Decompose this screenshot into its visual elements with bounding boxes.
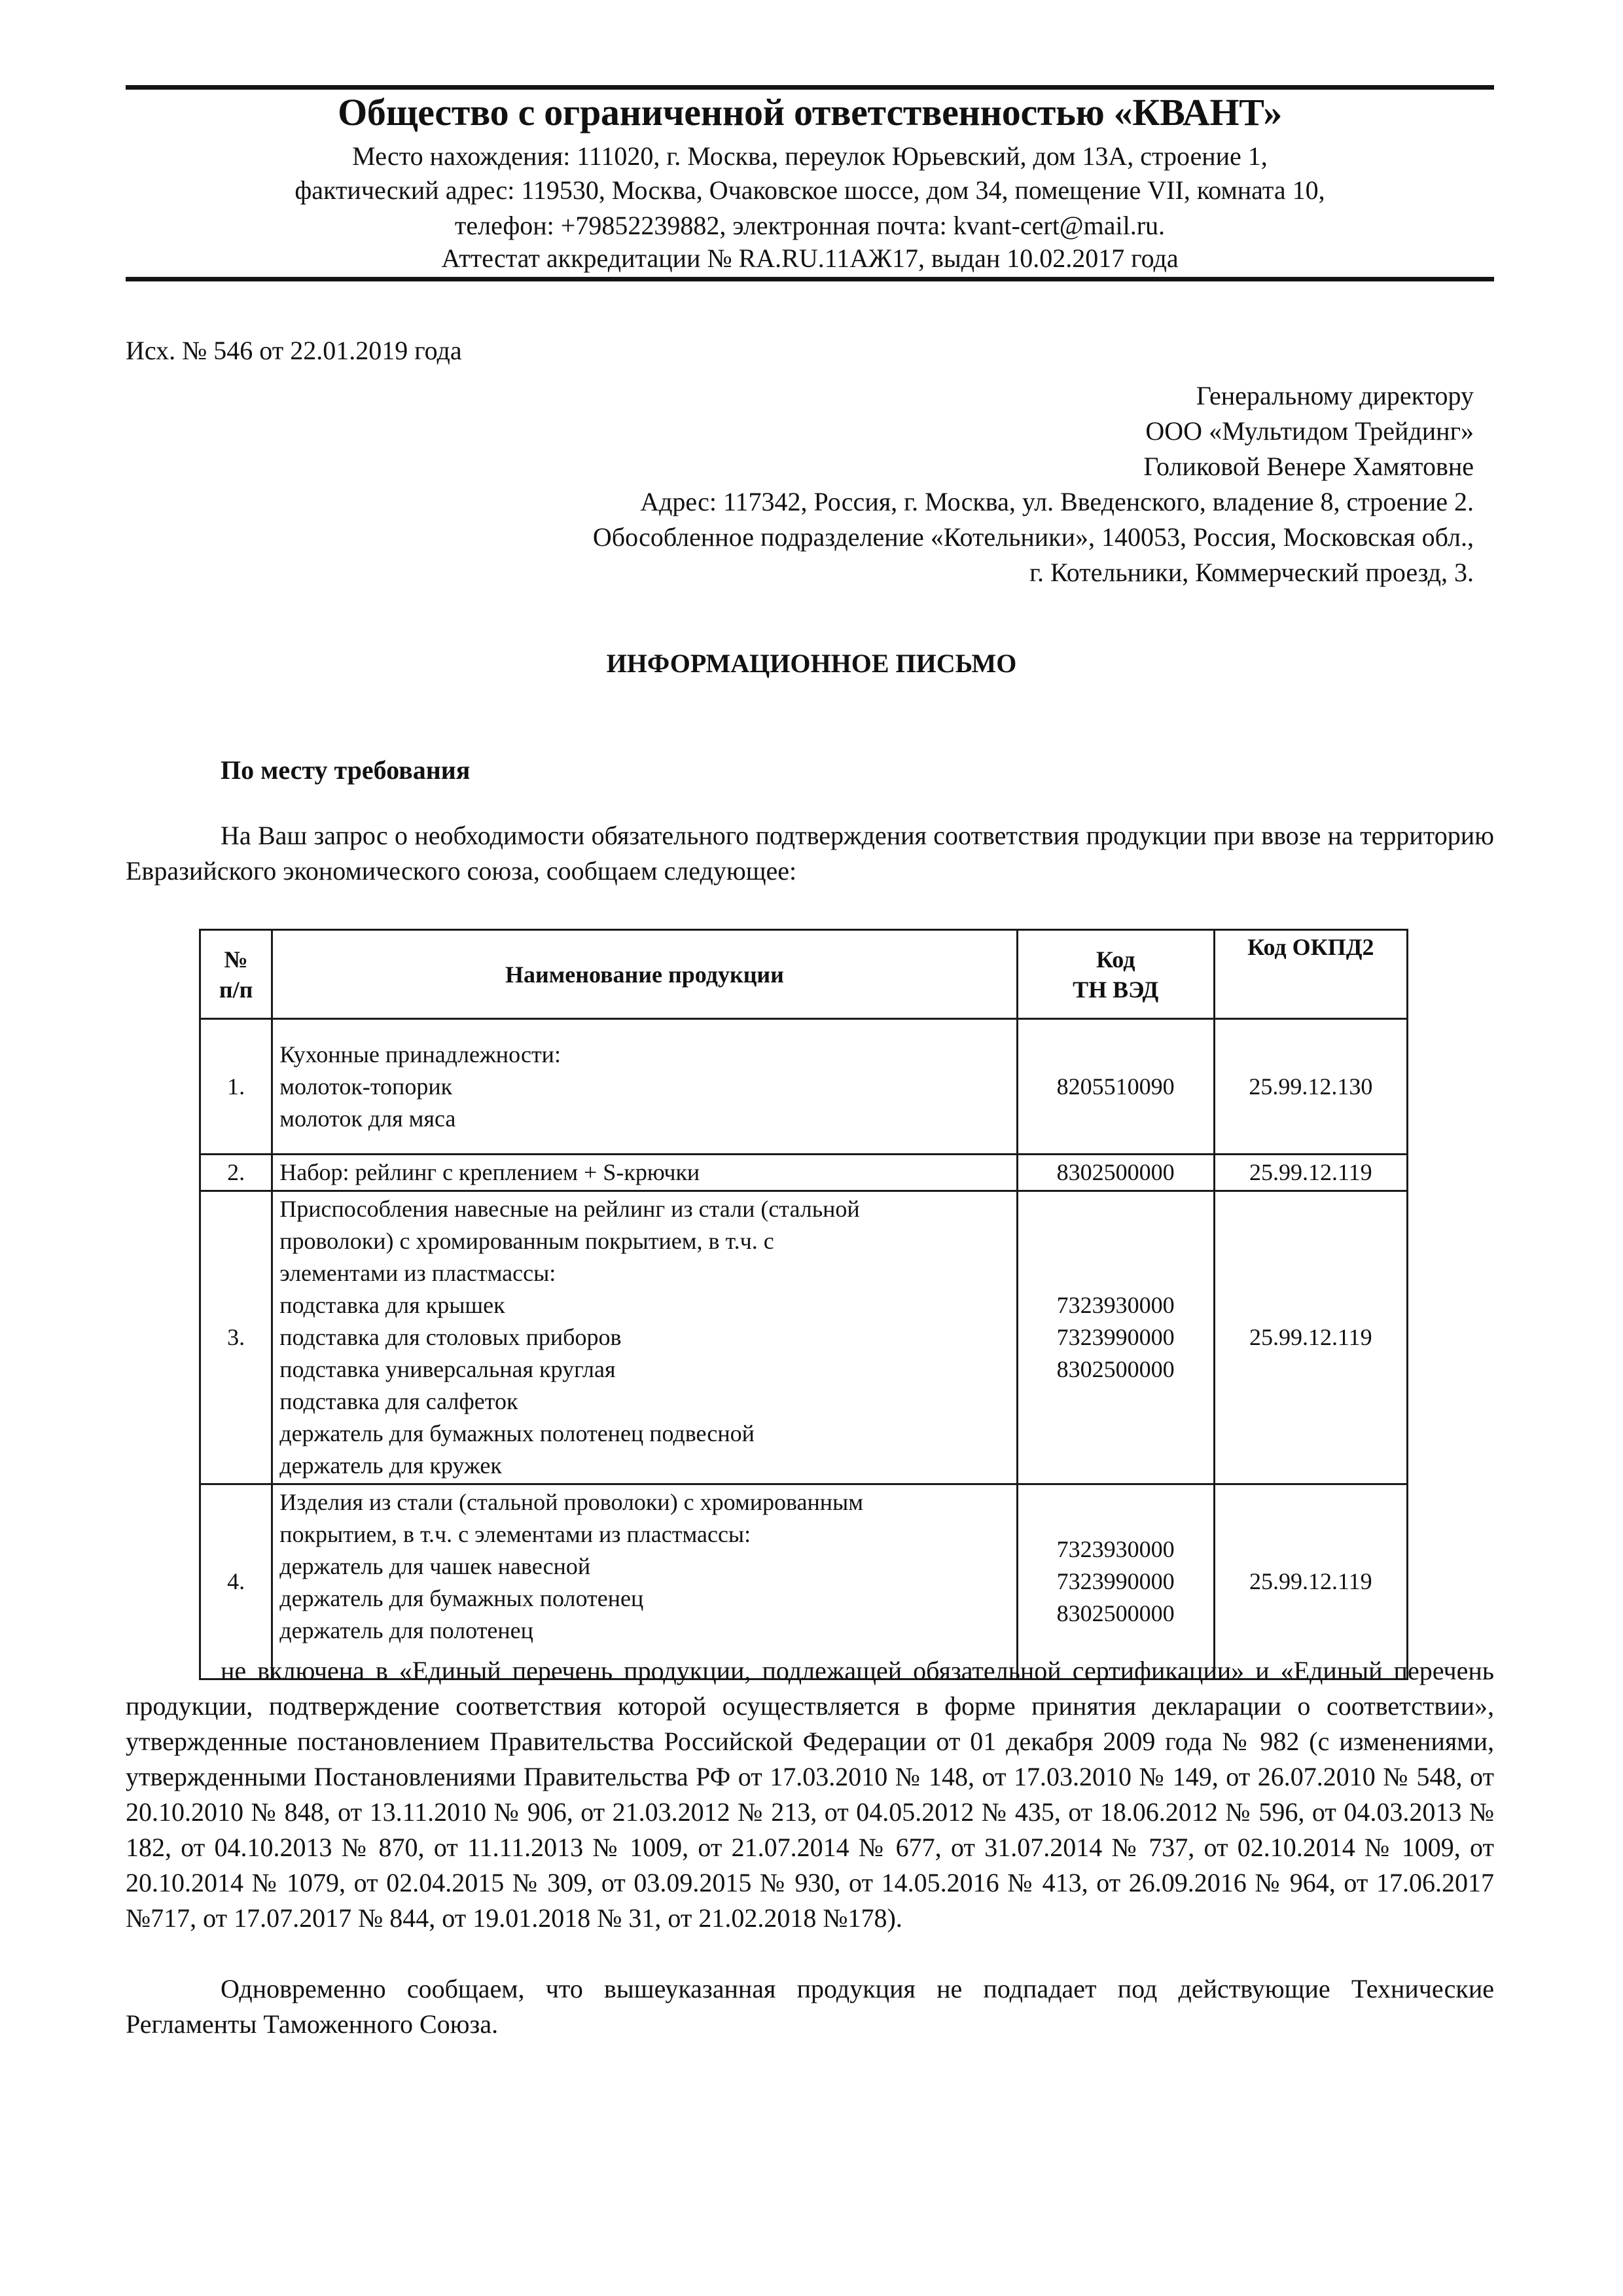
table-row <box>200 1484 1408 1679</box>
row-num: 4. <box>200 1484 272 1679</box>
row-name: Приспособления навесные на рейлинг из стали (стальной проволоки) с хромированным покрытием, в т.ч. с элементами из пластмассы: подставка для крышек подставка для столовых приборов подставка универсальная круглая подставка для салфеток держатель для бумажных полотенец подвесной держатель для кружек <box>272 1191 1017 1484</box>
row-tn-ved: 7323930000 7323990000 8302500000 <box>1017 1191 1214 1484</box>
addressee-line: Генеральному директору <box>1196 381 1474 410</box>
addressee-line: ООО «Мультидом Трейдинг» <box>1145 416 1474 446</box>
row-okpd2: 25.99.12.119 <box>1214 1191 1407 1484</box>
table-row <box>200 1019 1408 1155</box>
row-num: 1. <box>200 1019 272 1155</box>
closing-paragraph: Одновременно сообщаем, что вышеуказанная продукция не подпадает под действующие Технические Регламенты Таможенного Союза. <box>126 1974 1494 2039</box>
row-name: Набор: рейлинг с креплением + S-крючки <box>272 1155 1017 1191</box>
accreditation: Аттестат аккредитации № RA.RU.11АЖ17, выдан 10.02.2017 года <box>441 243 1179 273</box>
products-table <box>199 929 1408 1680</box>
addressee-line: Голиковой Венере Хамятовне <box>1143 452 1474 481</box>
row-name: Кухонные принадлежности: молоток-топорик молоток для мяса <box>272 1019 1017 1155</box>
row-okpd2: 25.99.12.119 <box>1214 1484 1407 1679</box>
row-okpd2: 25.99.12.130 <box>1214 1019 1407 1155</box>
row-name: Изделия из стали (стальной проволоки) с хромированным покрытием, в т.ч. с элементами из пластмассы: держатель для чашек навесной держатель для бумажных полотенец держатель для полотенец <box>272 1484 1017 1679</box>
row-tn-ved: 7323930000 7323990000 8302500000 <box>1017 1484 1214 1679</box>
to-whom-it-may-concern: По месту требования <box>221 755 471 785</box>
actual-address: фактический адрес: 119530, Москва, Очаковское шоссе, дом 34, помещение VII, комната 10, <box>294 175 1325 205</box>
row-tn-ved: 8302500000 <box>1017 1155 1214 1191</box>
contacts: телефон: +79852239882, электронная почта: kvant-cert@mail.ru. <box>454 211 1166 240</box>
body-paragraph: не включена в «Единый перечень продукции, подлежащей обязательной сертификации» и «Единый перечень продукции, подтверждение соответствия которой осуществляется в форме принятия декларации о соответствии», утвержденные постановлением Правительства Российской Федерации от 01 декабря 2009 года № 982 (с изменениями, утвержденными Постановлениями Правительства РФ от 17.03.2010 № 148, от 17.03.2010 № 149, от 26.07.2010 № 548, от 20.10.2010 № 848, от 13.11.2010 № 906, от 21.03.2012 № 213, от 04.05.2012 № 435, от 18.06.2012 № 596, от 04.03.2013 № 182, от 04.10.2013 № 870, от 11.11.2013 № 1009, от 21.07.2014 № 677, от 31.07.2014 № 737, от 02.10.2014 № 1009, от 20.10.2014 № 1079, от 02.04.2015 № 309, от 03.09.2015 № 930, от 14.05.2016 № 413, от 26.09.2016 № 964, от 17.06.2017 №717, от 17.07.2017 № 844, от 19.01.2018 № 31, от 21.02.2018 №178). <box>126 1656 1494 1933</box>
header-tn-ved: Код ТН ВЭД <box>1017 930 1214 1019</box>
table-row <box>200 1191 1408 1484</box>
outgoing-reference: Исх. № 546 от 22.01.2019 года <box>126 336 462 365</box>
addressee-line: г. Котельники, Коммерческий проезд, 3. <box>1029 558 1474 587</box>
addressee-line: Адрес: 117342, Россия, г. Москва, ул. Введенского, владение 8, строение 2. <box>640 487 1474 516</box>
intro-paragraph: На Ваш запрос о необходимости обязательного подтверждения соответствия продукции при ввозе на территорию Евразийского экономического союза, сообщаем следующее: <box>126 821 1494 886</box>
legal-address: Место нахождения: 111020, г. Москва, переулок Юрьевский, дом 13А, строение 1, <box>352 141 1268 171</box>
letterhead-bottom-rule <box>126 277 1494 281</box>
row-okpd2: 25.99.12.119 <box>1214 1155 1407 1191</box>
row-tn-ved: 8205510090 <box>1017 1019 1214 1155</box>
letterhead-top-rule <box>126 85 1494 90</box>
addressee-block <box>593 378 1474 590</box>
header-okpd2: Код ОКПД2 <box>1214 930 1407 1019</box>
header-name: Наименование продукции <box>272 930 1017 1019</box>
row-num: 2. <box>200 1155 272 1191</box>
row-num: 3. <box>200 1191 272 1484</box>
table-header-row <box>200 930 1408 1019</box>
table-row <box>200 1155 1408 1191</box>
addressee-line: Обособленное подразделение «Котельники», 140053, Россия, Московская обл., <box>592 522 1474 552</box>
header-num: № п/п <box>200 930 272 1019</box>
document-title: ИНФОРМАЦИОННОЕ ПИСЬМО <box>606 649 1017 678</box>
company-name: Общество с ограниченной ответственностью «КВАНТ» <box>338 91 1282 134</box>
